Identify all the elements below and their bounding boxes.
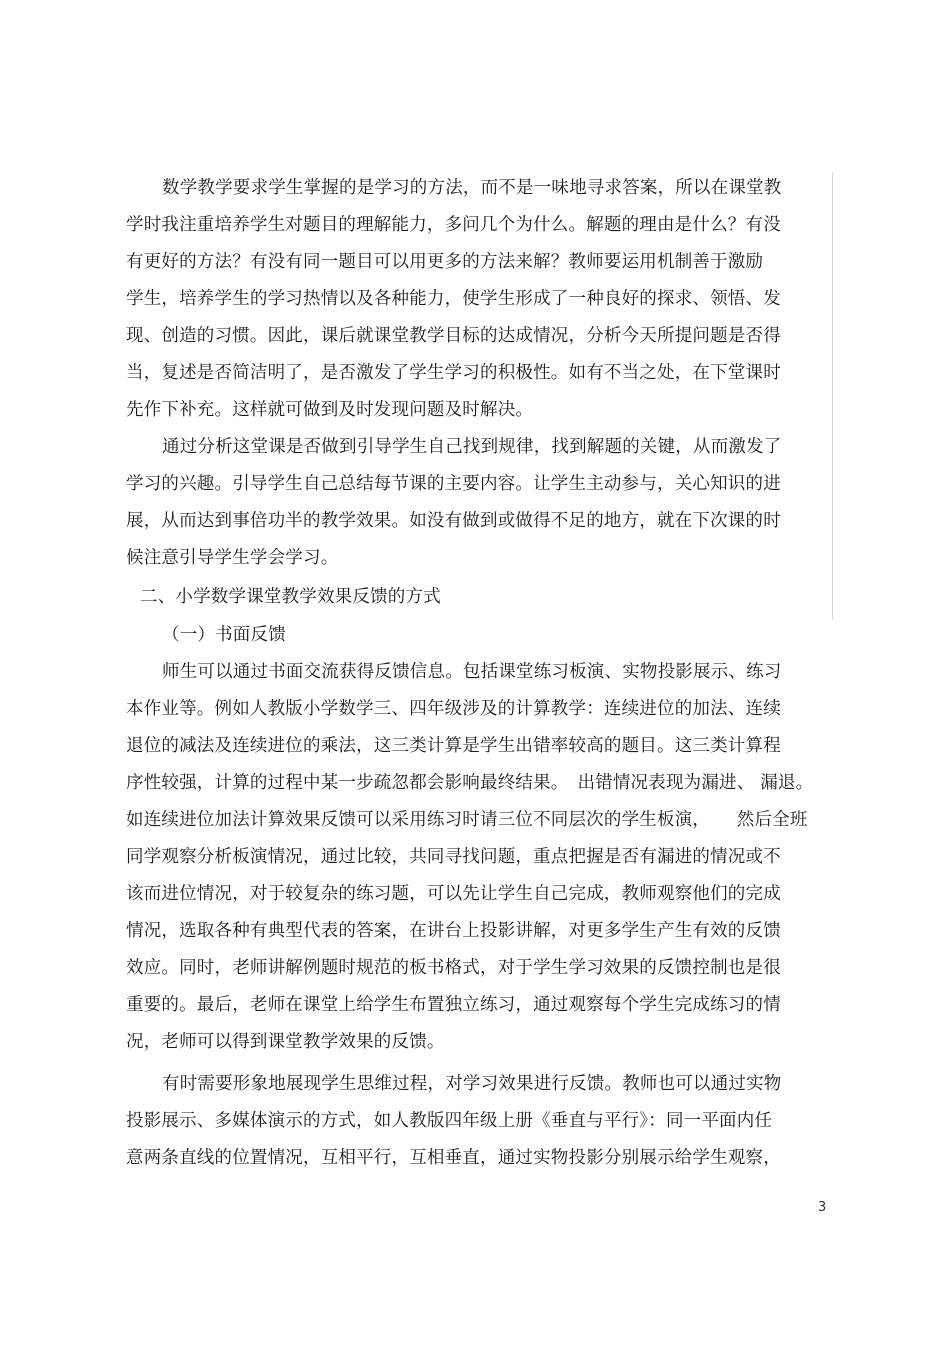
text-line: 况，老师可以得到课堂教学效果的反馈。 [126, 1032, 445, 1052]
text-line: 通过分析这堂课是否做到引导学生自己找到规律，找到解题的关键，从而激发了 [162, 437, 782, 457]
text-line: 本作业等。例如人教版小学数学三、四年级涉及的计算教学：连续进位的加法、连续 [126, 699, 781, 719]
text-line: 学时我注重培养学生对题目的理解能力，多问几个为什么。解题的理由是什么？有没 [126, 215, 781, 235]
text-line: 效应。同时，老师讲解例题时规范的板书格式，对于学生学习效果的反馈控制也是很 [126, 958, 781, 978]
text-line: 有时需要形象地展现学生思维过程，对学习效果进行反馈。教师也可以通过实物 [162, 1074, 782, 1094]
text-line: 如连续进位加法计算效果反馈可以采用练习时请三位不同层次的学生板演， 然后全班 [126, 810, 808, 830]
section-heading: 二、小学数学课堂教学效果反馈的方式 [140, 587, 441, 607]
text-line: 投影展示、多媒体演示的方式，如人教版四年级上册《垂直与平行》：同一平面内任 [126, 1111, 773, 1131]
text-line: 情况，选取各种有典型代表的答案，在讲台上投影讲解，对更多学生产生有效的反馈 [126, 921, 781, 941]
text-line: 先作下补充。这样就可做到及时发现问题及时解决。 [126, 400, 534, 420]
subsection-heading: （一）书面反馈 [162, 625, 286, 645]
text-line: 退位的减法及连续进位的乘法，这三类计算是学生出错率较高的题目。这三类计算程 [126, 736, 781, 756]
text-line: 师生可以通过书面交流获得反馈信息。包括课堂练习板演、实物投影展示、练习 [162, 662, 782, 682]
text-line: 当，复述是否简洁明了，是否激发了学生学习的积极性。如有不当之处，在下堂课时 [126, 363, 781, 383]
text-line: 序性较强，计算的过程中某一步疏忽都会影响最终结果。 出错情况表现为漏进、 漏退。 [126, 773, 814, 793]
text-line: 候注意引导学生学会学习。 [126, 548, 339, 568]
text-line: 现、创造的习惯。因此，课后就课堂教学目标的达成情况，分析今天所提问题是否得 [126, 326, 781, 346]
text-line: 学生，培养学生的学习热情以及各种能力，使学生形成了一种良好的探求、领悟、发 [126, 289, 781, 309]
text-line: 有更好的方法？有没有同一题目可以用更多的方法来解？教师要运用机制善于激励 [126, 252, 764, 272]
text-line: 数学教学要求学生掌握的是学习的方法，而不是一味地寻求答案，所以在课堂教 [162, 178, 782, 198]
margin-rule [832, 172, 833, 620]
text-line: 同学观察分析板演情况，通过比较，共同寻找问题，重点把握是否有漏进的情况或不 [126, 847, 781, 867]
text-line: 展，从而达到事倍功半的教学效果。如没有做到或做得不足的地方，就在下次课的时 [126, 511, 781, 531]
text-line: 意两条直线的位置情况，互相平行，互相垂直，通过实物投影分别展示给学生观察， [126, 1148, 781, 1168]
text-line: 重要的。最后，老师在课堂上给学生布置独立练习，通过观察每个学生完成练习的情 [126, 995, 781, 1015]
text-line: 学习的兴趣。引导学生自己总结每节课的主要内容。让学生主动参与，关心知识的进 [126, 474, 781, 494]
text-line: 该而进位情况，对于较复杂的练习题，可以先让学生自己完成，教师观察他们的完成 [126, 884, 781, 904]
page-number: 3 [818, 1200, 827, 1215]
